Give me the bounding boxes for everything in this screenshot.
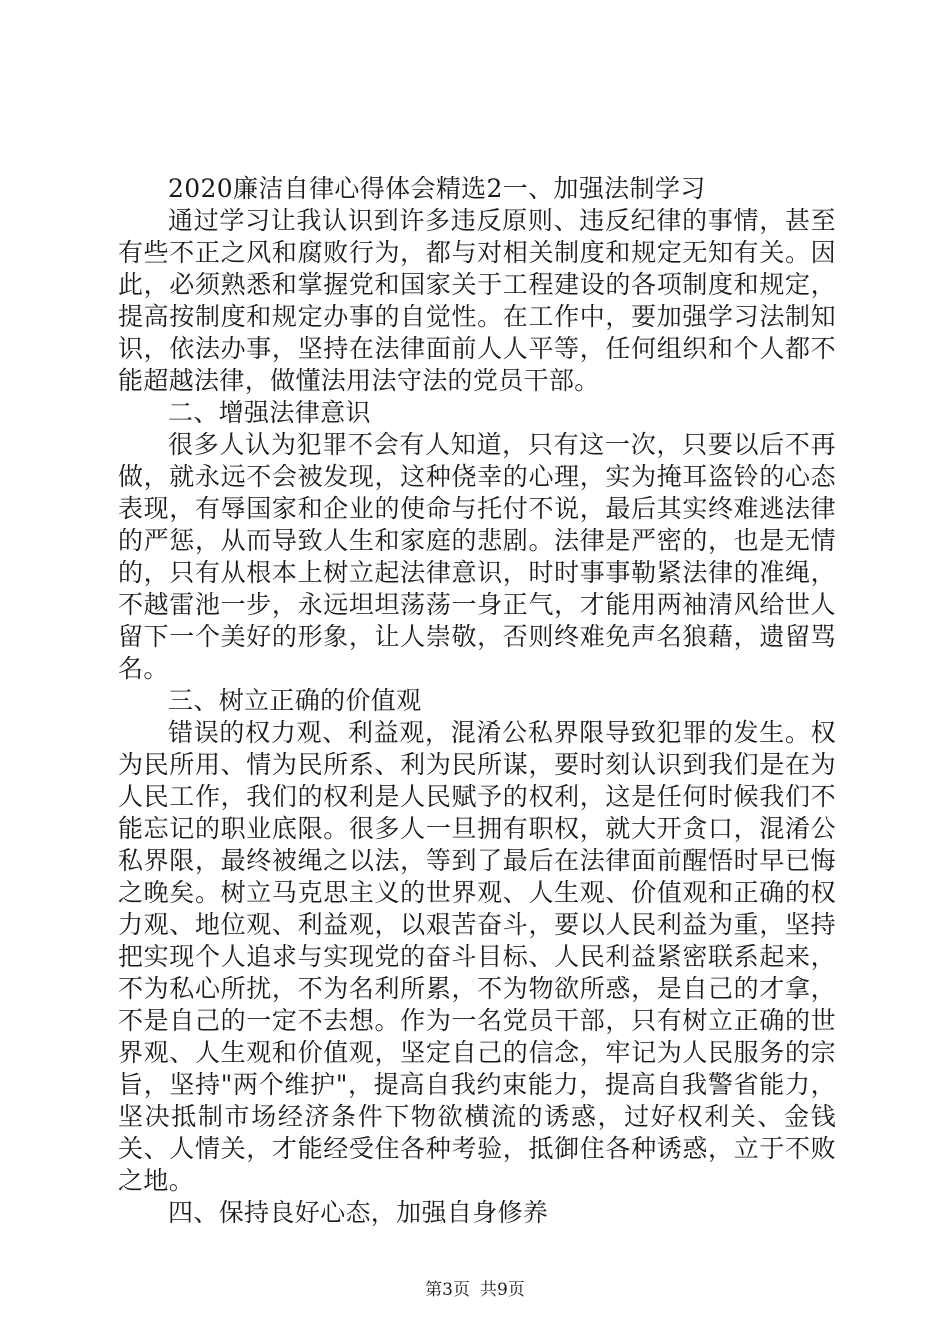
page-footer xyxy=(0,1279,950,1301)
section-heading-4: 四、保持良好心态，加强自身修养 xyxy=(168,1198,549,1227)
body-paragraph-3: 错误的权力观、利益观，混淆公私界限导致犯罪的发生。权为民所用、情为民所系、利为民所谋，要时刻认识到我们是在为人民工作，我们的权利是人民赋予的权利，这是任何时候我们不能忘记的职业底限。很多人一旦拥有职权，就大开贪口，混淆公私界限，最终被绳之以法，等到了最后在法律面前醒悟时早已悔之晚矣。树立马克思主义的世界观、人生观、价值观和正确的权力观、地位观、利益观，以艰苦奋斗，要以人民利益为重，坚持把实现个人追求与实现党的奋斗目标、人民利益紧密联系起来，不为私心所扰，不为名利所累，不为物欲所惑，是自己的才拿，不是自己的一定不去想。作为一名党员干部，只有树立正确的世界观、人生观和价值观，坚定自己的信念，牢记为人民服务的宗旨，坚持"两个维护"，提高自我约束能力，提高自我警省能力，坚决抵制市场经济条件下物欲横流的诱惑，过好权利关、金钱关、人情关，才能经受住各种考验，抵御住各种诱惑，立于不败之地。 xyxy=(118,718,836,1195)
body-paragraph-1: 通过学习让我认识到许多违反原则、违反纪律的事情，甚至有些不正之风和腐败行为，都与对相关制度和规定无知有关。因此，必须熟悉和掌握党和国家关于工程建设的各项制度和规定，提高按制度和规定办事的自觉性。在工作中，要加强学习法制知识，依法办事，坚持在法律面前人人平等，任何组织和个人都不能超越法律，做懂法用法守法的党员干部。 xyxy=(118,206,836,395)
page-number: 第3页 xyxy=(425,1280,470,1300)
section-heading-1: 2020廉洁自律心得体会精选2一、加强法制学习 xyxy=(168,174,706,203)
section-heading-3: 三、树立正确的价值观 xyxy=(168,686,422,715)
section-heading-2: 二、增强法律意识 xyxy=(168,398,371,427)
document-body xyxy=(118,173,836,1229)
body-paragraph-2: 很多人认为犯罪不会有人知道，只有这一次，只要以后不再做，就永远不会被发现，这种侥幸的心理，实为掩耳盗铃的心态表现，有辱国家和企业的使命与托付不说，最后其实终难逃法律的严惩，从而导致人生和家庭的悲剧。法律是严密的，也是无情的，只有从根本上树立起法律意识，时时事事勒紧法律的准绳，不越雷池一步，永远坦坦荡荡一身正气，才能用两袖清风给世人留下一个美好的形象，让人崇敬，否则终难免声名狼藉，遗留骂名。 xyxy=(118,430,836,683)
page-total: 共9页 xyxy=(480,1280,525,1300)
